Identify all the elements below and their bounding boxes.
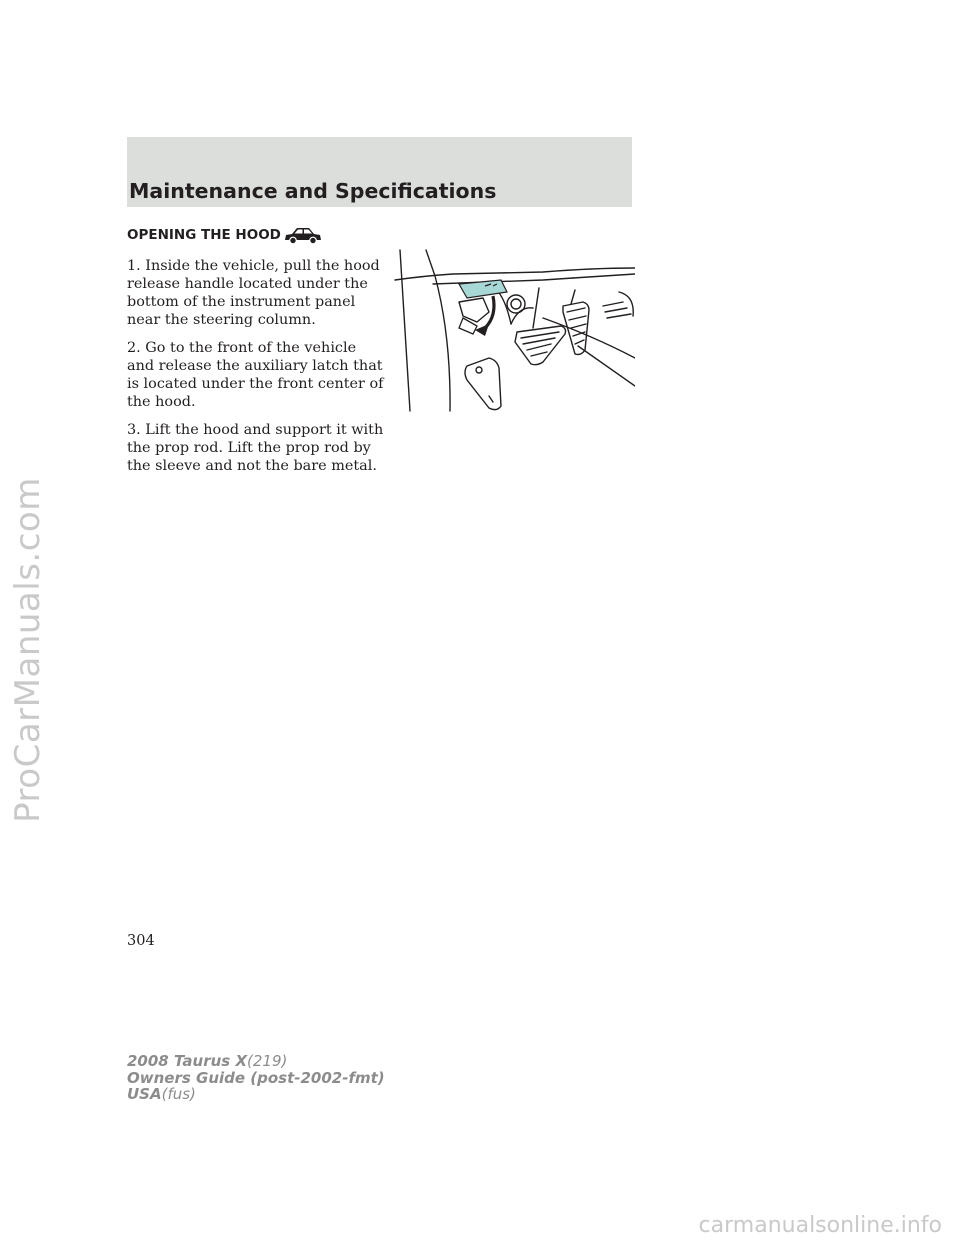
footer-line-2 [127,1070,385,1087]
section-heading [127,224,323,246]
section-title: Maintenance and Specifications [129,179,497,203]
step-2: 2. Go to the front of the vehicle and release the auxiliary latch that is located under the front center of the hood. [127,340,384,410]
heading-text: OPENING THE HOOD [127,227,281,243]
footer-model-code: (219) [247,1052,288,1070]
instructions [127,257,387,485]
car-icon [283,225,323,245]
document-footer [127,1053,385,1103]
bottom-watermark: carmanualsonline.info [698,1213,942,1238]
footer-guide: Owners Guide (post-2002-fmt) [127,1068,385,1087]
page-number: 304 [127,933,155,949]
side-watermark [4,260,52,1040]
side-watermark-text: ProCarManuals.com [8,477,48,823]
footer-line-1 [127,1053,385,1070]
step-1: 1. Inside the vehicle, pull the hood release handle located under the bottom of the instrument panel near the steering column. [127,258,380,328]
section-header-band [127,137,632,207]
step-3: 3. Lift the hood and support it with the prop rod. Lift the prop rod by the sleeve and not the bare metal. [127,422,384,474]
footer-line-3 [127,1086,385,1103]
hood-release-illustration [393,246,635,416]
footer-market-code: (fus) [161,1085,196,1103]
footer-market: USA [127,1085,162,1103]
footer-model: 2008 Taurus X [127,1052,248,1070]
